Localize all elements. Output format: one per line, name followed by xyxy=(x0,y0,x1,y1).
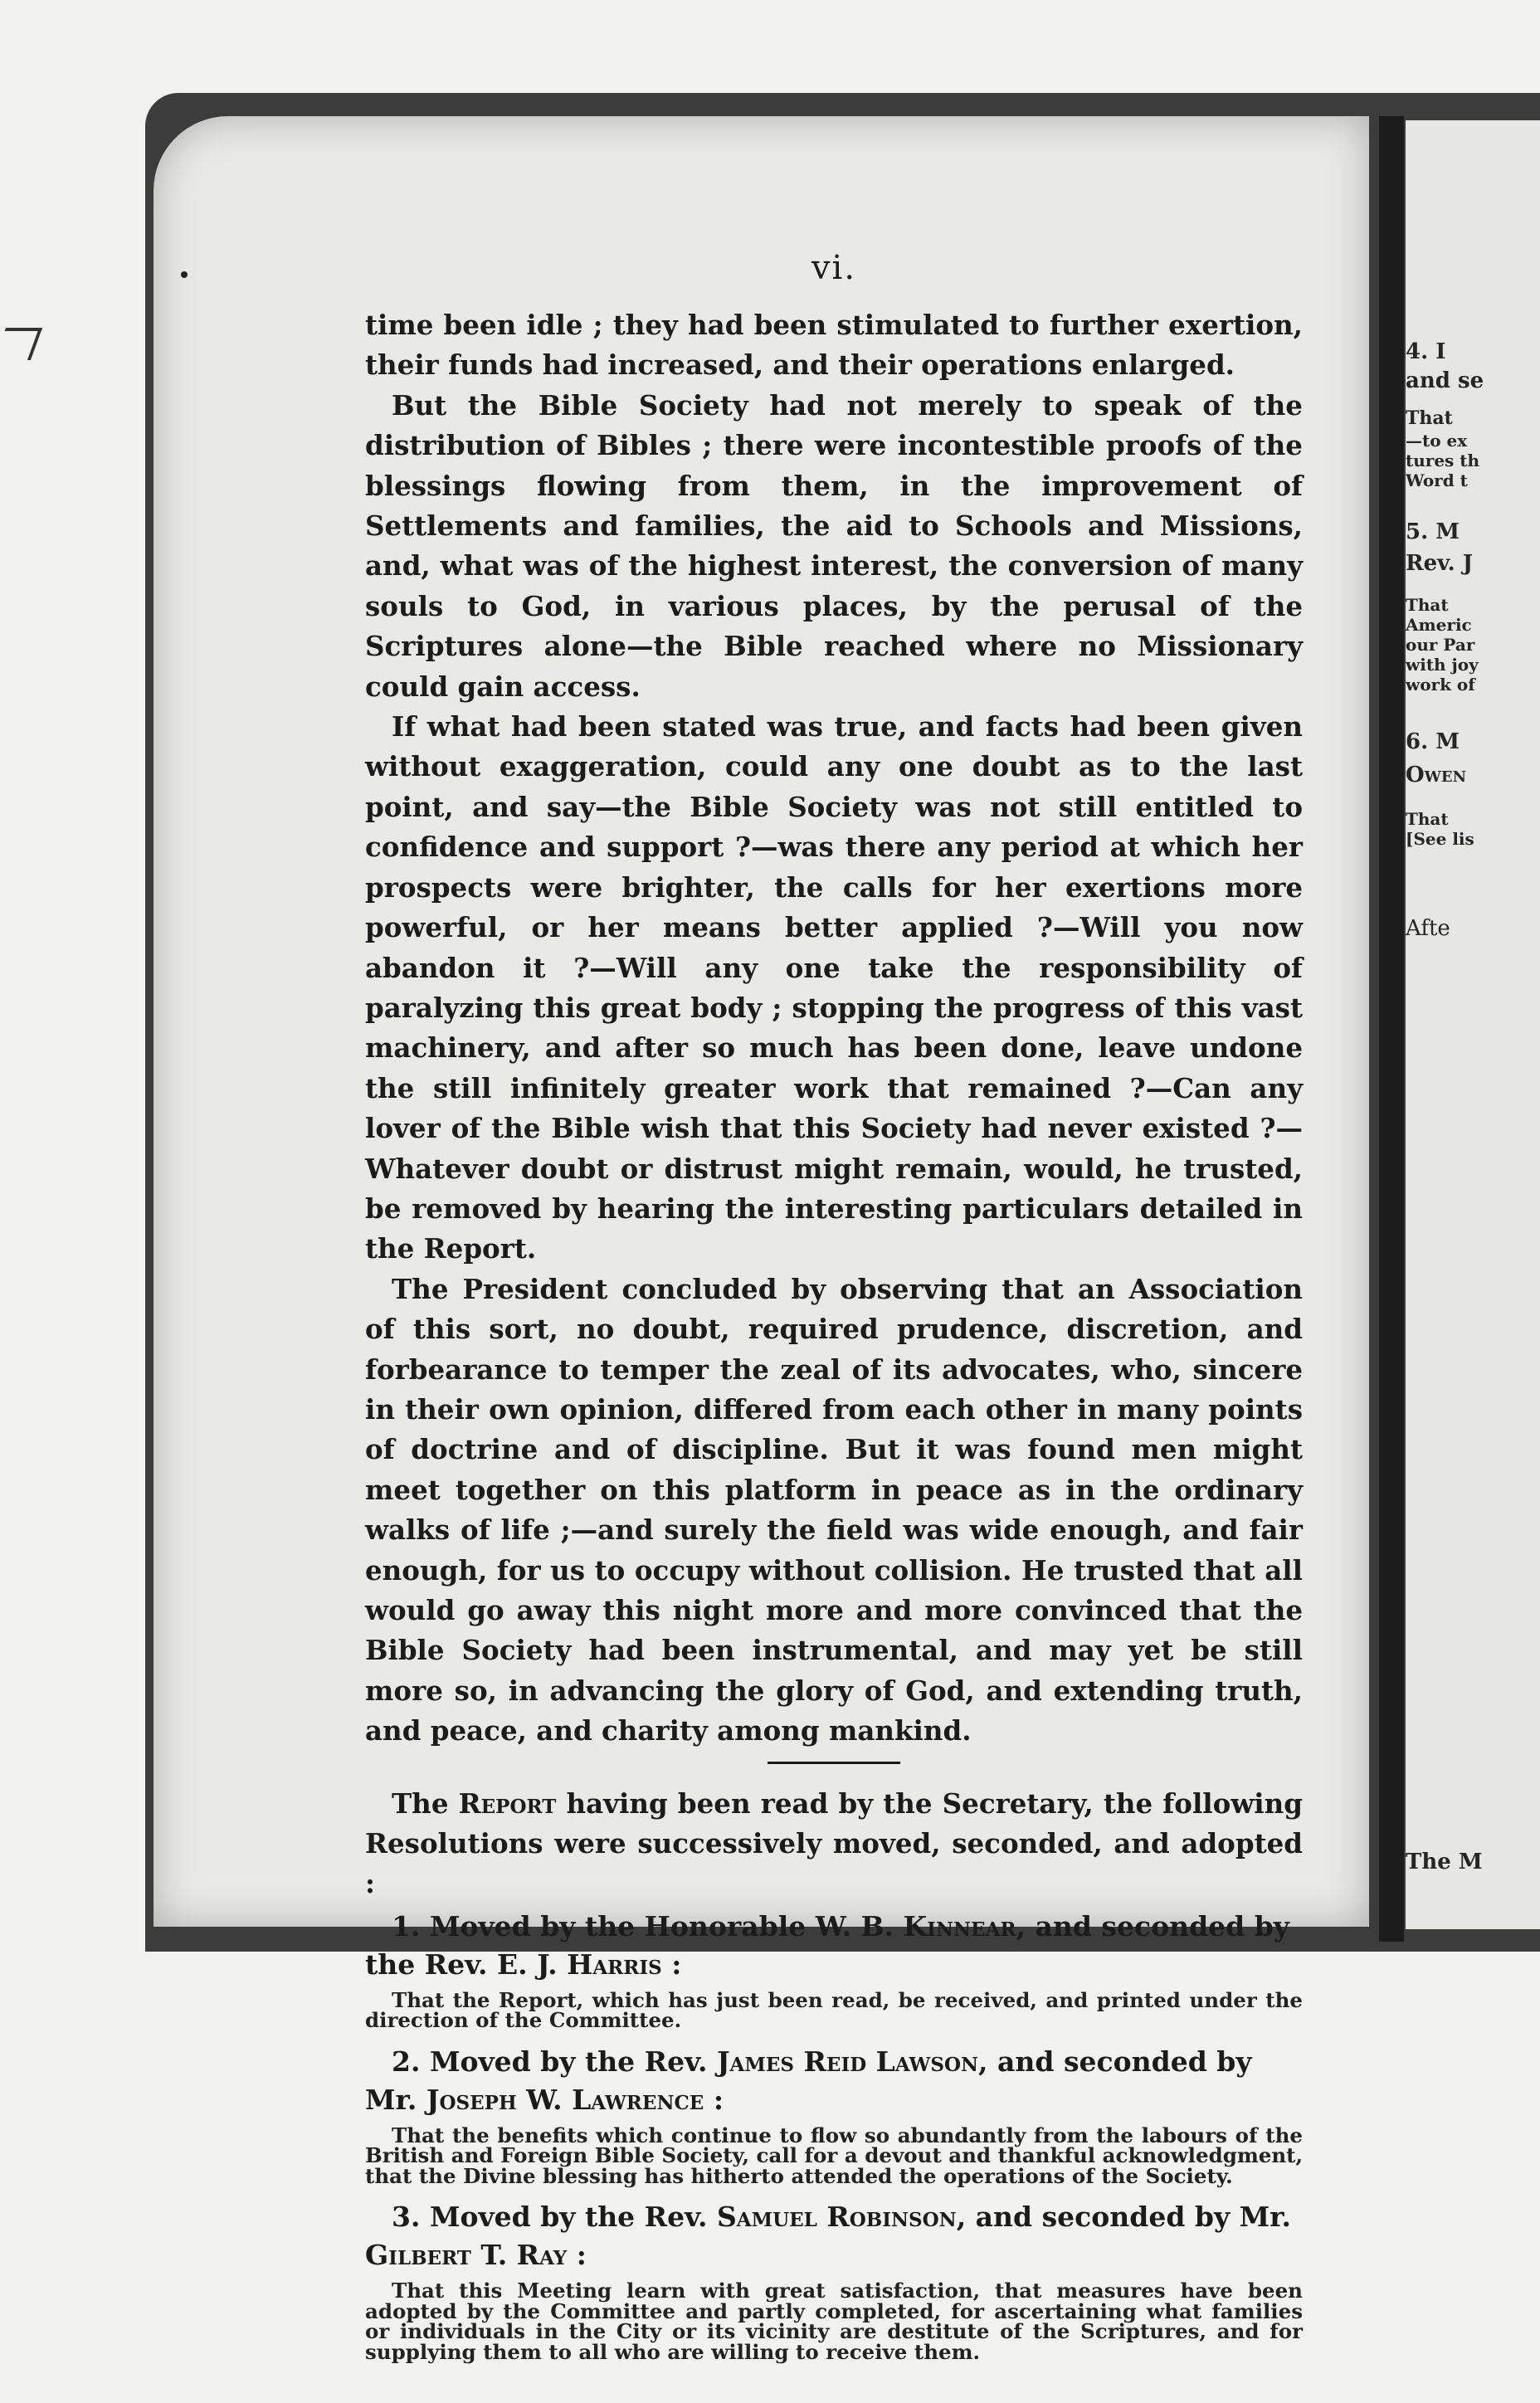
page-text xyxy=(365,249,1303,2374)
report-word: Report xyxy=(458,1786,557,1820)
right-page-fragment: That xyxy=(1406,595,1449,615)
mover-name: Samuel Robinson xyxy=(716,2201,957,2234)
right-page-fragment: 5. M xyxy=(1406,519,1460,544)
paragraph: If what had been stated was true, and facts had been given without exaggeration, could any one doubt as to the last point, and say—the Bible Society was not still entitled to confidence and support ?—was there any period at which her prospects were brighter, the calls for her exertions more powerful, or her means better applied ?—Will you now abandon it ?—Will any one take the responsibility of paralyzing this great body ; stopping the progress of this vast machinery, and after so much has been done, leave undone the still infinitely greater work that remained ?—Can any lover of the Bible wish that this Society had never existed ?—Whatever doubt or distrust might remain, would, he trusted, be removed by hearing the interesting particulars detailed in the Report. xyxy=(365,710,1303,1265)
mover-name: Kinnear xyxy=(903,1909,1016,1942)
margin-dot xyxy=(181,271,188,278)
right-page-fragment: Owen xyxy=(1406,763,1467,787)
right-page-fragment: 6. M xyxy=(1406,729,1460,754)
seconder-name: Joseph W. Lawrence xyxy=(426,2083,704,2116)
page-gutter xyxy=(1379,116,1404,1942)
mover-name: James Reid Lawson xyxy=(716,2045,979,2078)
resolution-heading: 3. Moved by the Rev. Samuel Robinson, and seconded by Mr. Gilbert T. Ray : xyxy=(365,2201,1292,2272)
right-page-fragment: That xyxy=(1406,809,1449,829)
resolution-text: That this Meeting learn with great satisfaction, that measures have been adopted by the Committee and partly completed, for ascertaining what families or individuals in the City or its vicinity are destitute of the Scriptures, and for supplying them to all who are willing to receive them. xyxy=(365,2279,1303,2364)
seconder-name: Gilbert T. Ray xyxy=(365,2239,568,2272)
right-page-fragment: —to ex xyxy=(1406,431,1468,451)
resolution-1 xyxy=(365,1908,1303,2031)
right-page-fragment: work of xyxy=(1406,675,1475,695)
right-page-edge xyxy=(1406,120,1540,1929)
right-page-fragment: Americ xyxy=(1406,615,1472,635)
paragraph: But the Bible Society had not merely to speak of the distribution of Bibles ; there were incontestible proofs of the blessings flowing from them, in the improvement of Settlements and families, the aid to Schools and Missions, and, what was of the highest interest, the conversion of many souls to God, in various places, by the perusal of the Scriptures alone—the Bible reached where no Missionary could gain access. xyxy=(365,388,1303,703)
page-number: vi. xyxy=(811,249,857,287)
resolution-heading: 1. Moved by the Honorable W. B. Kinnear, and seconded by the Rev. E. J. Harris : xyxy=(365,1909,1289,1981)
paragraph: The President concluded by observing that an Association of this sort, no doubt, required prudence, discretion, and forbearance to temper the zeal of its advocates, who, sincere in their own opinion, differed from each other in many points of doctrine and of discipline. But it was found men might meet together on this platform in peace as in the ordinary walks of life ;—and surely the field was wide enough, and fair enough, for us to occupy without collision. He trusted that all would go away this night more and more convinced that the Bible Society had been instrumental, and may yet be still more so, in advancing the glory of God, and extending truth, and peace, and charity among mankind. xyxy=(365,1272,1303,1747)
right-page-fragment: with joy xyxy=(1406,655,1479,675)
resolution-heading: 2. Moved by the Rev. James Reid Lawson, and seconded by Mr. Joseph W. Lawrence : xyxy=(365,2045,1252,2116)
resolutions-intro: The Report having been read by the Secretary, the following Resolutions were successively moved, seconded, and adopted : xyxy=(365,1786,1303,1900)
right-page-fragment: and se xyxy=(1406,368,1484,393)
resolution-3 xyxy=(365,2198,1303,2362)
right-page-fragment: Afte xyxy=(1406,916,1450,941)
section-rule xyxy=(768,1762,900,1764)
right-page-fragment: 4. I xyxy=(1406,339,1446,364)
right-page-fragment: That xyxy=(1406,407,1453,429)
resolution-2 xyxy=(365,2043,1303,2187)
resolution-text: That the Report, which has just been read, be received, and printed under the direction of the Committee. xyxy=(365,1987,1303,2033)
right-page-fragment: [See lis xyxy=(1406,829,1474,849)
seconder-name: Harris xyxy=(567,1947,662,1981)
paragraph: time been idle ; they had been stimulated to further exertion, their funds had increased, and their operations enlarged. xyxy=(365,309,1303,382)
right-page-fragment: tures th xyxy=(1406,451,1480,470)
resolution-text: That the benefits which continue to flow so abundantly from the labours of the British and Foreign Bible Society, call for a devout and thankful acknowledgment, that the Divine blessing has hitherto attended the operations of the Society. xyxy=(365,2123,1303,2188)
right-page-fragment: The M xyxy=(1406,1850,1483,1874)
right-page-fragment: Word t xyxy=(1406,470,1468,490)
right-page-fragment: Rev. J xyxy=(1406,551,1474,576)
right-page-fragment: our Par xyxy=(1406,635,1475,655)
margin-mark xyxy=(0,328,42,360)
